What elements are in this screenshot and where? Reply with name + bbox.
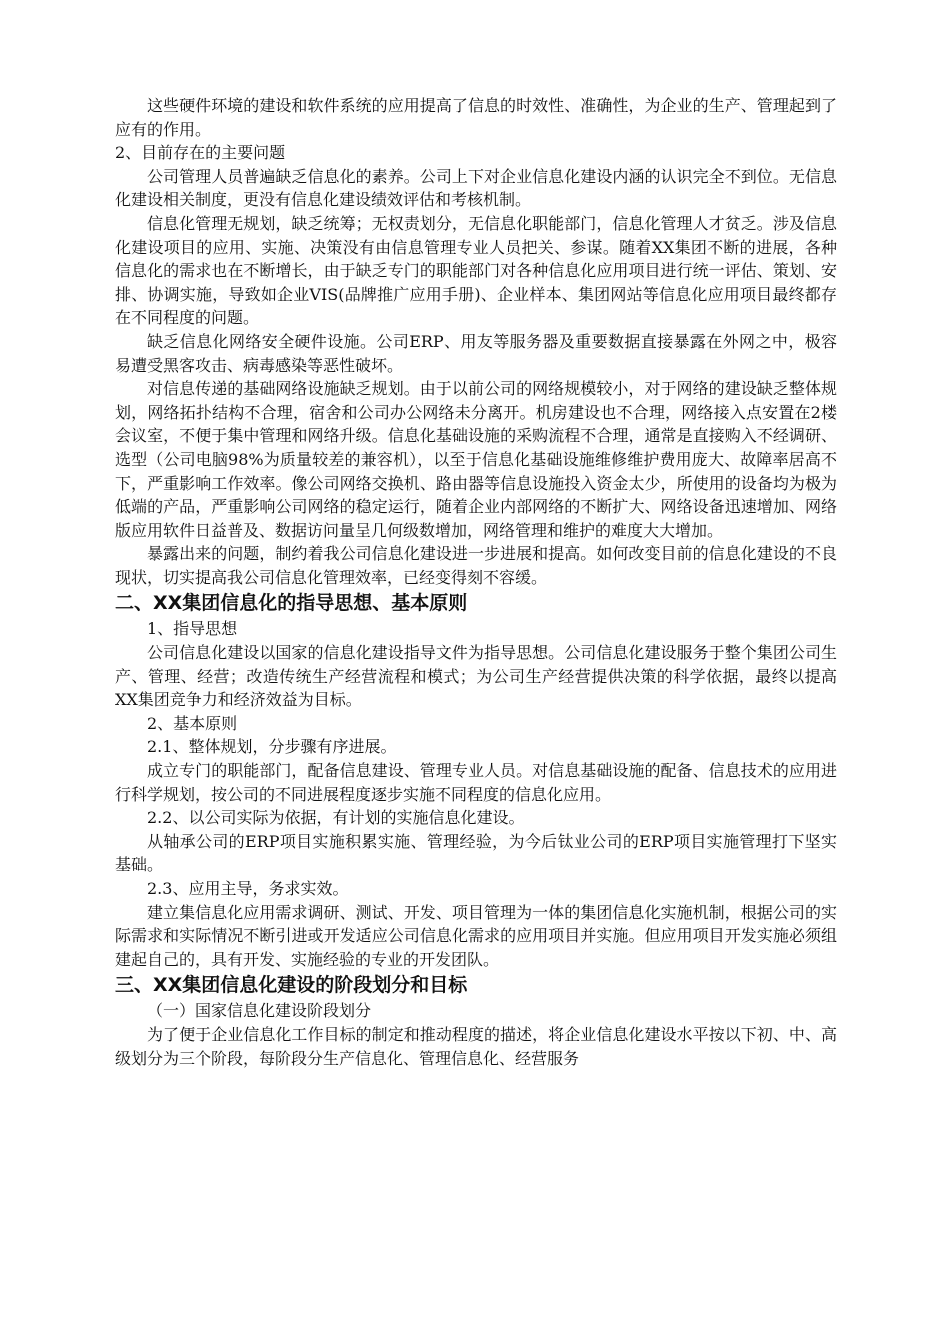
- subsection-title-guiding-thought: 1、指导思想: [147, 619, 238, 639]
- subsection-title-national-stages: （一）国家信息化建设阶段划分: [147, 1001, 372, 1021]
- subsection-title-basic-principles: 2、基本原则: [147, 713, 238, 733]
- paragraph-hardware-role: 这些硬件环境的建设和软件系统的应用提高了信息的时效性、准确性，为企业的生产、管理起到了应有的作用。: [115, 96, 837, 139]
- paragraph-principle-2-3: 建立集信息化应用需求调研、测试、开发、项目管理为一体的集团信息化实施机制，根据公司的实际需求和实际情况不断引进或开发适应公司信息化需求的应用项目并实施。但应用项目开发实施必须组建起自己的，具有开发、实施经验的专业的开发团队。: [115, 902, 837, 969]
- section-heading-guiding-principles: 二、XX集团信息化的指导思想、基本原则: [115, 592, 468, 615]
- section-heading-stages-goals: 三、XX集团信息化建设的阶段划分和目标: [115, 974, 468, 997]
- subsection-title-main-problems: 2、目前存在的主要问题: [115, 143, 286, 163]
- paragraph-guiding-thought: 公司信息化建设以国家的信息化建设指导文件为指导思想。公司信息化建设服务于整个集团公司生产、管理、经营；改造传统生产经营流程和模式；为公司生产经营提供决策的科学依据，最终以提高XX集团竞争力和经济效益为目标。: [115, 643, 837, 710]
- principle-title-2-2: 2.2、以公司实际为依据，有计划的实施信息化建设。: [147, 808, 525, 828]
- paragraph-national-stages: 为了便于企业信息化工作目标的制定和推动程度的描述，将企业信息化建设水平按以下初、中、高级划分为三个阶段，每阶段分生产信息化、管理信息化、经营服务: [115, 1024, 837, 1068]
- paragraph-issue-security: 缺乏信息化网络安全硬件设施。公司ERP、用友等服务器及重要数据直接暴露在外网之中，极容易遭受黑客攻击、病毒感染等恶性破坏。: [115, 331, 837, 375]
- paragraph-issue-planning: 信息化管理无规划，缺乏统筹；无权责划分，无信息化职能部门，信息化管理人才贫乏。涉及信息化建设项目的应用、实施、决策没有由信息管理专业人员把关、参谋。随着XX集团不断的进展，各种信息化的需求也在不断增长，由于缺乏专门的职能部门对各种信息化应用项目进行统一评估、策划、安排、协调实施，导致如企业VIS(品牌推广应用手册)、企业样本、集团网站等信息化应用项目最终都存在不同程度的问题。: [115, 213, 837, 328]
- paragraph-issue-literacy: 公司管理人员普遍缺乏信息化的素养。公司上下对企业信息化建设内涵的认识完全不到位。无信息化建设相关制度，更没有信息化建设绩效评估和考核机制。: [115, 166, 837, 210]
- document-page: [115, 94, 837, 1070]
- paragraph-principle-2-1: 成立专门的职能部门，配备信息建设、管理专业人员。对信息基础设施的配备、信息技术的应用进行科学规划，按公司的不同进展程度逐步实施不同程度的信息化应用。: [115, 761, 837, 804]
- principle-title-2-3: 2.3、应用主导，务求实效。: [147, 879, 349, 898]
- principle-title-2-1: 2.1、整体规划，分步骤有序进展。: [147, 737, 397, 757]
- paragraph-issue-network: 对信息传递的基础网络设施缺乏规划。由于以前公司的网络规模较小，对于网络的建设缺乏整体规划，网络拓扑结构不合理，宿舍和公司办公网络未分离开。机房建设也不合理，网络接入点安置在2楼会议室，不便于集中管理和网络升级。信息化基础设施的采购流程不合理，通常是直接购入不经调研、选型（公司电脑98%为质量较差的兼容机），以至于信息化基础设施维修维护费用庞大、故障率居高不下，严重影响工作效率。像公司网络交换机、路由器等信息设施投入资金太少，所使用的设备均为极为低端的产品，严重影响公司网络的稳定运行，随着企业内部网络的不断扩大、网络设备迅速增加、网络版应用软件日益普及、数据访问量呈几何级数增加，网络管理和维护的难度大大增加。: [115, 379, 837, 540]
- paragraph-issue-summary: 暴露出来的问题，制约着我公司信息化建设进一步进展和提高。如何改变目前的信息化建设的不良现状，切实提高我公司信息化管理效率，已经变得刻不容缓。: [115, 544, 837, 587]
- paragraph-principle-2-2: 从轴承公司的ERP项目实施积累实施、管理经验，为今后钛业公司的ERP项目实施管理打下坚实基础。: [115, 831, 837, 875]
